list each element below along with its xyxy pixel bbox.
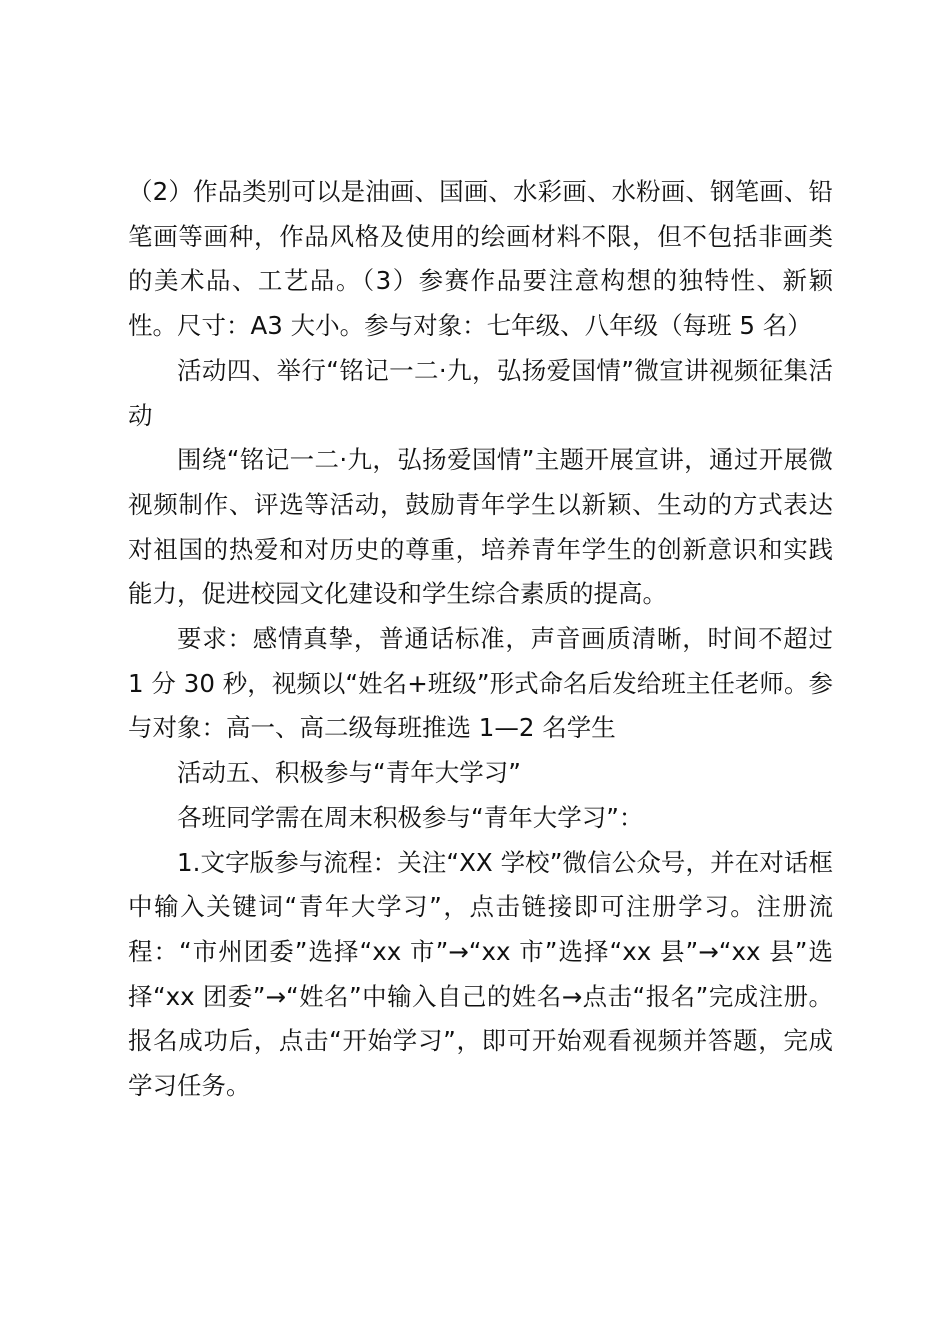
heading-activity-four: 活动四、举行“铭记一二·九，弘扬爱国情”微宣讲视频征集活动 [128,355,833,430]
heading-activity-five: 活动五、积极参与“青年大学习” [177,758,521,788]
paragraph-registration-process: 1.文字版参与流程：关注“XX 学校”微信公众号，并在对话框中输入关键词“青年大学习”，点击链接即可注册学习。注册流程：“市州团委”选择“xx 市”→“xx 市”选择“xx 县”→“xx 县”选择“xx 团委”→“姓名”中输入自己的姓名→点击“报名”完成注册。报名成功后，点击“开始学习”，即可开始观看视频并答题，完成学习任务。 [128,847,833,1101]
paragraph-activity-four-description: 围绕“铭记一二·九，弘扬爱国情”主题开展宣讲，通过开展微视频制作、评选等活动，鼓励青年学生以新颖、生动的方式表达对祖国的热爱和对历史的尊重，培养青年学生的创新意识和实践能力，促进校园文化建设和学生综合素质的提高。 [128,445,833,609]
paragraph-activity-four-requirements: 要求：感情真挚，普通话标准，声音画质清晰，时间不超过 1 分 30 秒，视频以“姓名+班级”形式命名后发给班主任老师。参与对象：高一、高二级每班推选 1—2 名学生 [128,624,833,743]
document-body [128,170,833,1109]
paragraph-painting-requirements: （2）作品类别可以是油画、国画、水彩画、水粉画、钢笔画、铅笔画等画种，作品风格及使用的绘画材料不限，但不包括非画类的美术品、工艺品。（3）参赛作品要注意构想的独特性、新颖性。尺寸：A3 大小。参与对象：七年级、八年级（每班 5 名） [128,177,833,341]
paragraph-activity-five-intro: 各班同学需在周末积极参与“青年大学习”： [177,802,644,832]
